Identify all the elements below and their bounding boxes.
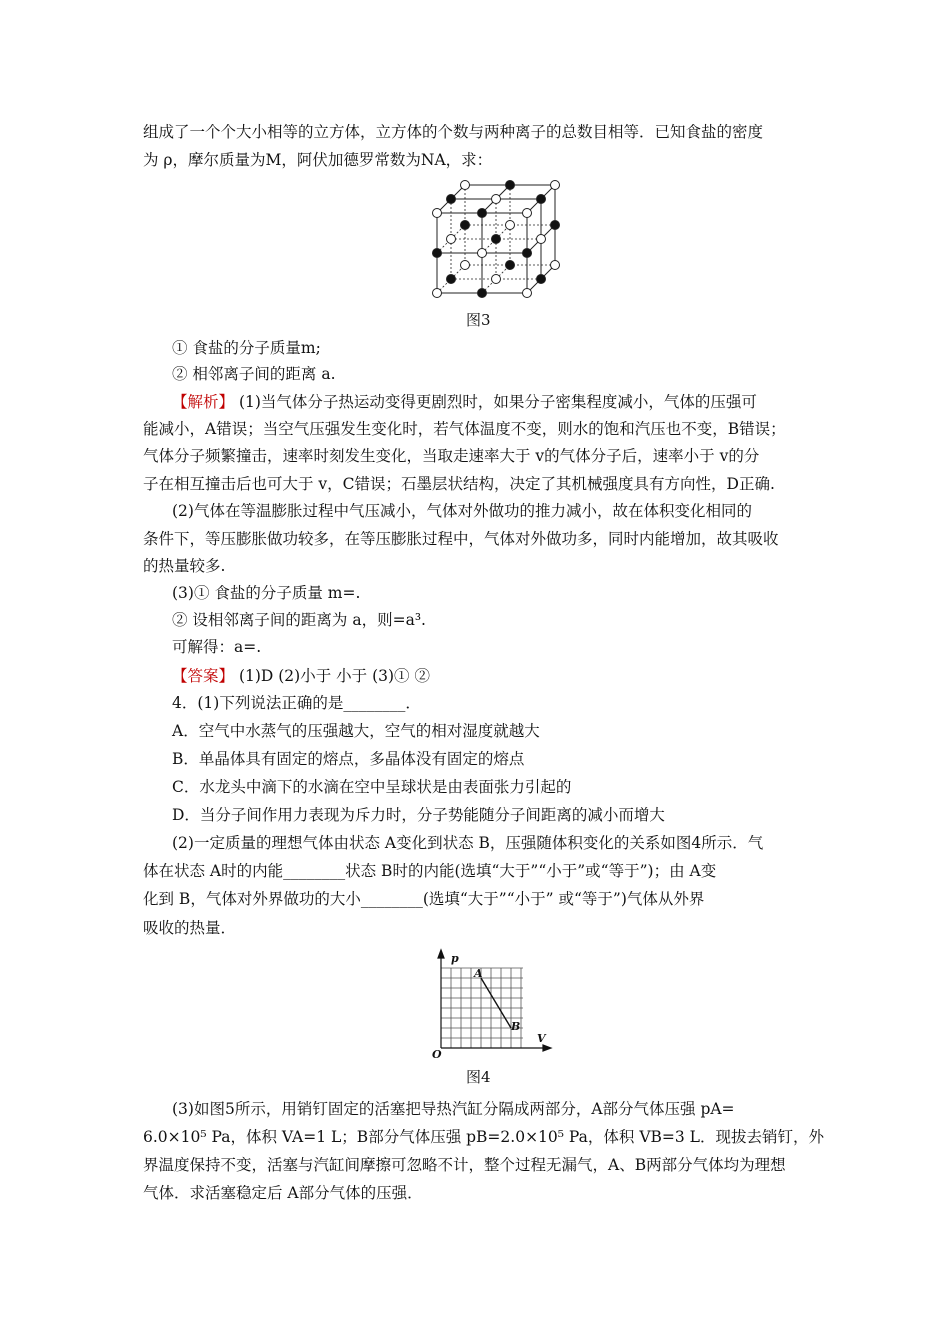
origin-label: O bbox=[432, 1048, 442, 1061]
text-line: 的热量较多. bbox=[143, 557, 226, 575]
text-line: 化到 B，气体对外界做功的大小________(选填“大于”“小于” 或“等于”)气体从外界 bbox=[143, 890, 705, 908]
answer-tag: 【答案】 bbox=[172, 667, 235, 685]
text-line: 组成了一个个大小相等的立方体，立方体的个数与两种离子的总数目相等．已知食盐的密度 bbox=[143, 123, 764, 141]
answer-text: (1)D (2)小于 小于 (3)① ② bbox=[234, 667, 430, 685]
text-line: (2)一定质量的理想气体由状态 A变化到状态 B，压强随体积变化的关系如图4所示．气 bbox=[172, 834, 764, 852]
analysis-text: (1)当气体分子热运动变得更剧烈时，如果分子密集程度减小，气体的压强可 bbox=[234, 393, 757, 411]
option-b: B．单晶体具有固定的熔点，多晶体没有固定的熔点 bbox=[172, 750, 525, 768]
text-line: 界温度保持不变，活塞与汽缸间摩擦可忽略不计，整个过程无漏气，A、B两部分气体均为理想 bbox=[143, 1156, 786, 1174]
answer-line bbox=[172, 666, 812, 686]
point-a-label: A bbox=[474, 967, 483, 980]
text-line: (2)气体在等温膨胀过程中气压减小，气体对外做功的推力减小，故在体积变化相同的 bbox=[172, 502, 752, 520]
point-b-label: B bbox=[511, 1020, 521, 1033]
text-line: 气体．求活塞稳定后 A部分气体的压强． bbox=[143, 1184, 423, 1202]
option-c: C．水龙头中滴下的水滴在空中呈球状是由表面张力引起的 bbox=[172, 778, 572, 796]
text-line: (3)① 食盐的分子质量 m=. bbox=[172, 584, 361, 602]
text-line: ② 相邻离子间的距离 a. bbox=[172, 365, 336, 383]
text-line: (3)如图5所示，用销钉固定的活塞把导热汽缸分隔成两部分，A部分气体压强 pA= bbox=[172, 1100, 735, 1118]
pv-diagram-figure bbox=[425, 948, 555, 1063]
option-d: D．当分子间作用力表现为斥力时，分子势能随分子间距离的减小而增大 bbox=[172, 806, 665, 824]
question-line: 4．(1)下列说法正确的是________． bbox=[172, 694, 421, 712]
figure-caption: 图4 bbox=[466, 1068, 491, 1086]
text-line: 子在相互撞击后也可大于 v，C错误；石墨层状结构，决定了其机械强度具有方向性，D正确. bbox=[143, 475, 775, 493]
text-line: ① 食盐的分子质量m; bbox=[172, 339, 321, 357]
text-line: 条件下，等压膨胀做功较多，在等压膨胀过程中，气体对外做功多，同时内能增加，故其吸收 bbox=[143, 530, 779, 548]
option-a: A．空气中水蒸气的压强越大，空气的相对湿度就越大 bbox=[172, 722, 540, 740]
axis-label-p: p bbox=[451, 952, 459, 965]
text-line: 可解得：a=. bbox=[172, 638, 262, 656]
figure-caption: 图3 bbox=[466, 311, 491, 329]
text-line: ② 设相邻离子间的距离为 a，则=a³. bbox=[172, 611, 426, 629]
text-line: 气体分子频繁撞击，速率时刻发生变化，当取走速率大于 v的气体分子后，速率小于 v的分 bbox=[143, 447, 760, 465]
text-line: 为 ρ，摩尔质量为M，阿伏加德罗常数为NA，求： bbox=[143, 151, 493, 169]
text-line: 体在状态 A时的内能________状态 B时的内能(选填“大于”“小于”或“等于”)；由 A变 bbox=[143, 862, 717, 880]
nacl-lattice-figure bbox=[427, 173, 567, 303]
analysis-tag: 【解析】 bbox=[172, 393, 235, 411]
axis-label-v: V bbox=[537, 1032, 546, 1045]
text-line: 能减小，A错误；当空气压强发生变化时，若气体温度不变，则水的饱和汽压也不变，B错误； bbox=[143, 420, 786, 438]
analysis-line bbox=[172, 392, 812, 412]
text-line: 吸收的热量． bbox=[143, 919, 237, 937]
text-line: 6.0×10⁵ Pa，体积 VA=1 L；B部分气体压强 pB=2.0×10⁵ Pa，体积 VB=3 L．现拔去销钉，外 bbox=[143, 1128, 824, 1146]
